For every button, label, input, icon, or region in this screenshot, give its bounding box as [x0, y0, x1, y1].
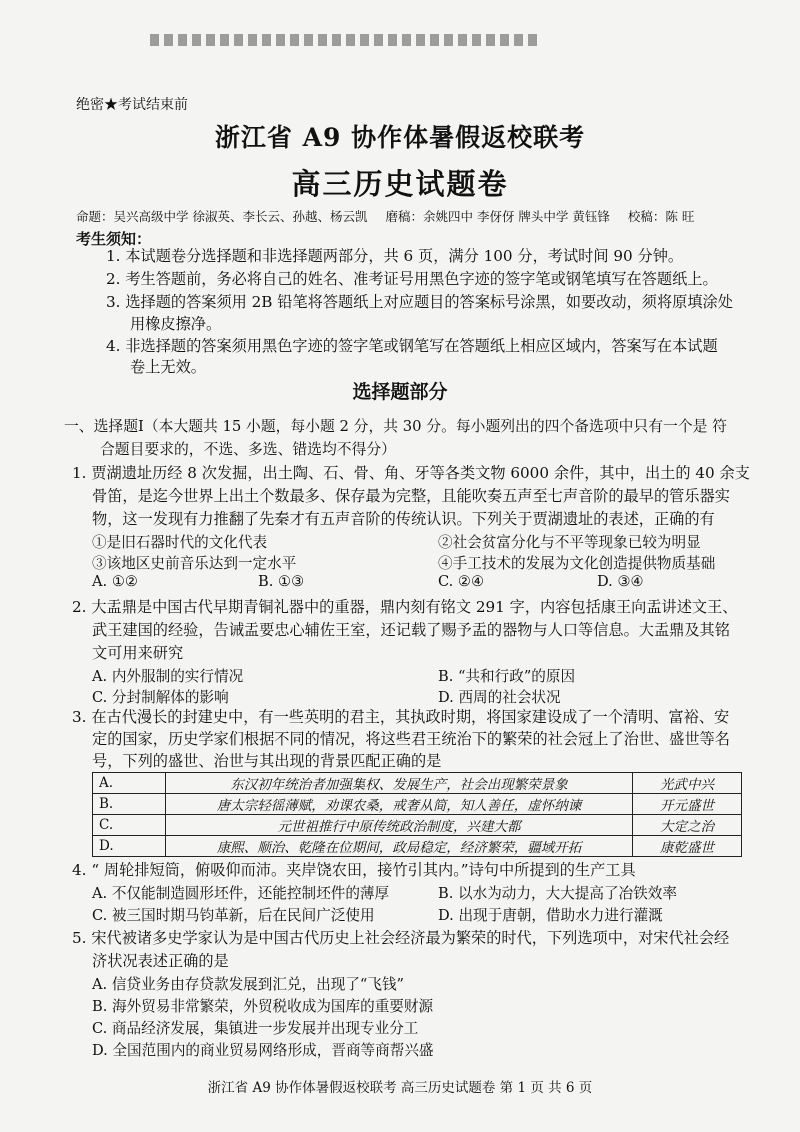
- row-label: D.: [93, 836, 166, 857]
- notice-item-cont: 卷上无效。: [130, 358, 206, 376]
- q5-option-a: A. 信贷业务由存贷款发展到汇兑，出现了“飞钱”: [92, 976, 405, 993]
- row-label: C.: [93, 815, 166, 836]
- authors-line: [76, 207, 708, 225]
- part-instruction: 一、选择题Ⅰ（本大题共 15 小题，每小题 2 分，共 30 分。每小题列出的四个备选项中只有一个是 符: [64, 418, 727, 435]
- question-2-stem: 武王建国的经验，告诫盂要忠心辅佐王室，还记载了赐予盂的器物与人口等信息。大盂鼎及其铭: [92, 621, 730, 639]
- page-footer: 浙江省 A9 协作体暑假返校联考 高三历史试题卷 第 1 页 共 6 页: [207, 1080, 593, 1096]
- q3-option-table: [92, 772, 742, 857]
- notice-item: 4. 非选择题的答案须用黑色字迹的签字笔或钢笔写在答题纸上相应区域内，答案写在本试题: [106, 337, 718, 355]
- proposer-text: 命题：吴兴高级中学 徐淑英、李长云、孙越、杨云凯: [76, 209, 368, 224]
- q4-option-b: B. 以水为动力，大大提高了冶铁效率: [438, 885, 677, 902]
- q2-option-b: B. “共和行政”的原因: [438, 668, 576, 685]
- row-era-name: 康乾盛世: [633, 836, 742, 857]
- confidential-label: 绝密★考试结束前: [76, 97, 188, 113]
- scan-artifact-strip: [150, 34, 540, 46]
- q4-option-c: C. 被三国时期马钧革新，后在民间广泛使用: [92, 907, 375, 924]
- q1-option-b: B. ①③: [258, 573, 305, 590]
- q1-option-a: A. ①②: [92, 573, 138, 590]
- section-title: 选择题部分: [352, 381, 448, 403]
- q2-option-d: D. 西周的社会状况: [438, 689, 561, 706]
- q5-option-d: D. 全国范围内的商业贸易网络形成，晋商等商帮兴盛: [92, 1042, 434, 1059]
- q1-option-d: D. ③④: [597, 573, 644, 590]
- notice-item: 2. 考生答题前，务必将自己的姓名、准考证号用黑色字迹的签字笔或钢笔填写在答题纸上。: [106, 270, 718, 288]
- question-2-stem: 文可用来研究: [92, 644, 184, 662]
- question-2-stem: 2. 大盂鼎是中国古代早期青铜礼器中的重器，鼎内刻有铭文 291 字，内容包括康王向盂讲述文王、: [72, 598, 738, 616]
- q1-statement: ③该地区史前音乐达到一定水平: [92, 555, 297, 572]
- question-5-stem: 济状况表述正确的是: [92, 952, 229, 970]
- q4-option-a: A. 不仅能制造圆形坯件，还能控制坯件的薄厚: [92, 885, 390, 902]
- q5-option-c: C. 商品经济发展，集镇进一步发展并出现专业分工: [92, 1020, 419, 1037]
- row-era-name: 大定之治: [633, 815, 742, 836]
- row-era-name: 开元盛世: [633, 794, 742, 815]
- row-background: 元世祖推行中原传统政治制度，兴建大都: [166, 815, 633, 836]
- table-row: [93, 836, 742, 857]
- table-row: [93, 773, 742, 794]
- row-label: A.: [93, 773, 166, 794]
- question-3-stem: 定的国家，历史学家们根据不同的情况，将这些君王统治下的繁荣的社会冠上了治世、盛世等名: [92, 730, 730, 748]
- row-background: 东汉初年统治者加强集权、发展生产，社会出现繁荣景象: [166, 773, 633, 794]
- row-era-name: 光武中兴: [633, 773, 742, 794]
- notice-item: 1. 本试题卷分选择题和非选择题两部分，共 6 页，满分 100 分，考试时间 90 分钟。: [106, 247, 684, 265]
- checker-text: 校稿：陈 旺: [627, 209, 695, 224]
- q1-statement: ①是旧石器时代的文化代表: [92, 534, 268, 551]
- row-label: B.: [93, 794, 166, 815]
- question-1-stem: 物，这一发现有力推翻了先秦才有五声音阶的传统认识。下列关于贾湖遗址的表述，正确的有: [92, 510, 715, 528]
- part-instruction-cont: 合题目要求的，不选、多选、错选均不得分）: [100, 441, 396, 458]
- question-1-stem: 1. 贾湖遗址历经 8 次发掘，出土陶、石、骨、角、牙等各类文物 6000 余件，其中，出土的 40 余支: [72, 464, 750, 482]
- q4-option-d: D. 出现于唐朝，借助水力进行灌溉: [438, 907, 663, 924]
- question-5-stem: 5. 宋代被诸多史学家认为是中国古代历史上社会经济最为繁荣的时代，下列选项中，对宋代社会经: [72, 929, 730, 947]
- notice-item: 3. 选择题的答案须用 2B 铅笔将答题纸上对应题目的答案标号涂黑，如要改动，须将原填涂处: [106, 293, 733, 311]
- q5-option-b: B. 海外贸易非常繁荣，外贸税收成为国库的重要财源: [92, 998, 434, 1015]
- table-row: [93, 794, 742, 815]
- q1-statement: ④手工技术的发展为文化创造提供物质基础: [438, 555, 716, 572]
- question-1-stem: 骨笛，是迄今世界上出土个数最多、保存最为完整，且能吹奏五声至七声音阶的最早的管乐器实: [92, 487, 730, 505]
- reviewer-text: 磨稿：余姚四中 李伢伢 牌头中学 黄钰锋: [385, 209, 610, 224]
- notice-heading: 考生须知：: [76, 230, 152, 248]
- question-4-stem: 4. “ 周轮排短筒，俯吸仰而沛。夹岸饶农田，接竹引其内。”诗句中所提到的生产工具: [72, 861, 636, 879]
- exam-subtitle: 高三历史试题卷: [291, 167, 509, 201]
- row-background: 唐太宗轻徭薄赋，劝课农桑，戒奢从简，知人善任，虚怀纳谏: [166, 794, 633, 815]
- notice-item-cont: 用橡皮擦净。: [130, 315, 222, 333]
- exam-title: 浙江省 A9 协作体暑假返校联考: [214, 123, 586, 152]
- q1-option-c: C. ②④: [438, 573, 485, 590]
- row-background: 康熙、顺治、乾隆在位期间，政局稳定，经济繁荣，疆域开拓: [166, 836, 633, 857]
- table-row: [93, 815, 742, 836]
- q1-statement: ②社会贫富分化与不平等现象已较为明显: [438, 534, 701, 551]
- q2-option-c: C. 分封制解体的影响: [92, 689, 229, 706]
- question-3-stem: 3. 在古代漫长的封建史中，有一些英明的君主，其执政时期，将国家建设成了一个清明、富裕、安: [72, 708, 730, 726]
- question-3-stem: 号，下列的盛世、治世与其出现的背景匹配正确的是: [92, 752, 442, 770]
- q2-option-a: A. 内外服制的实行情况: [92, 668, 244, 685]
